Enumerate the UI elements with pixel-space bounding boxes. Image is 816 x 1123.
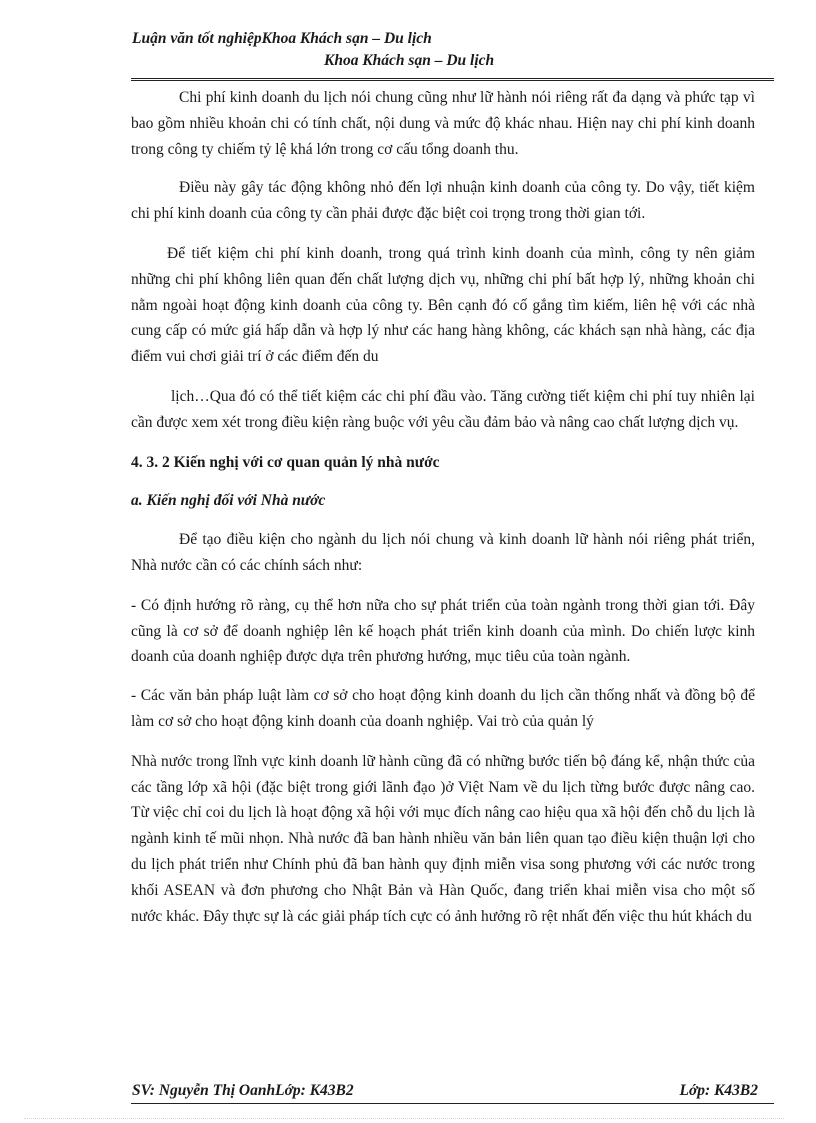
footer-student: SV: Nguyễn Thị OanhLớp: K43B2 — [132, 1082, 354, 1099]
footer-class: Lớp: K43B2 — [679, 1082, 758, 1099]
document-body — [131, 82, 755, 929]
header-title-line2: Khoa Khách sạn – Du lịch — [324, 52, 495, 69]
subsection-heading: a. Kiến nghị đối với Nhà nước — [131, 492, 326, 510]
paragraph-cost-saving-importance: Điều này gây tác động không nhỏ đến lợi nhuận kinh doanh của công ty. Do vậy, tiết kiệm chi phí kinh doanh của công ty cần phải được đặc biệt coi trọng trong thời gian tới. — [131, 179, 755, 223]
header-divider — [131, 78, 774, 81]
header-title-line1: Luận văn tốt nghiệpKhoa Khách sạn – Du lịch — [132, 30, 432, 47]
section-heading: 4. 3. 2 Kiến nghị với cơ quan quản lý nhà nước — [131, 453, 440, 471]
paragraph-cost-saving-continued: lịch…Qua đó có thể tiết kiệm các chi phí đầu vào. Tăng cường tiết kiệm chi phí tuy nhiên lại cần được xem xét trong điều kiện ràng buộc với yêu cầu đảm bảo và nâng cao chất lượng dịch vụ. — [131, 387, 755, 431]
paragraph-state-policies-intro: Để tạo điều kiện cho ngành du lịch nói chung và kinh doanh lữ hành nói riêng phát triển, Nhà nước cần có các chính sách như: — [131, 531, 755, 574]
paragraph-business-costs: Chi phí kinh doanh du lịch nói chung cũng như lữ hành nói riêng rất đa dạng và phức tạp vì bao gồm nhiều khoản chi có tính chất, nội dung và mức độ khác nhau. Hiện nay chi phí kinh doanh trong công ty chiếm tỷ lệ khá lớn trong cơ cấu tổng doanh thu. — [131, 89, 755, 158]
list-item-orientation: - Có định hướng rõ ràng, cụ thể hơn nữa cho sự phát triển của toàn ngành trong thời gian tới. Đây cũng là cơ sở để doanh nghiệp lên kế hoạch phát triển kinh doanh của mình. Do chiến lược kinh doanh của doanh nghiệp được dựa trên phương hướng, mục tiêu của toàn ngành. — [131, 596, 755, 666]
paragraph-cost-saving-measures: Để tiết kiệm chi phí kinh doanh, trong quá trình kinh doanh của mình, công ty nên giảm những chi phí không liên quan đến chất lượng dịch vụ, những chi phí bất hợp lý, những khoản chi nằm ngoài hoạt động kinh doanh của công ty. Bên cạnh đó cố gắng tìm kiếm, liên hệ với các nhà cung cấp có mức giá hấp dẫn và hợp lý như các hang hàng không, các khách sạn nhà hàng, các địa điểm vui chơi giải trí ở các điểm đến du — [131, 244, 755, 366]
footer-divider — [131, 1103, 774, 1104]
paragraph-state-role: Nhà nước trong lĩnh vực kinh doanh lữ hành cũng đã có những bước tiến bộ đáng kể, nhận thức của các tầng lớp xã hội (đặc biệt trong giới lãnh đạo )ở Việt Nam về du lịch từng bước được nâng cao. Từ việc chỉ coi du lịch là hoạt động xã hội với mục đích nâng cao hiệu qua xã hội đến chỗ du lịch là ngành kinh tế mũi nhọn. Nhà nước đã ban hành nhiều văn bản liên quan tạo điều kiện thuận lợi cho du lịch phát triển như Chính phủ đã ban hành quy định miễn visa song phương với các nước trong khối ASEAN và đơn phương cho Nhật Bản và Hàn Quốc, đang triển khai miễn visa cho một số nước khác. Đây thực sự là các giải pháp tích cực có ảnh hưởng rõ rệt nhất đến việc thu hút khách du — [131, 752, 755, 925]
list-item-legal-documents: - Các văn bản pháp luật làm cơ sở cho hoạt động kinh doanh du lịch cần thống nhất và đồng bộ để làm cơ sở cho hoạt động kinh doanh của doanh nghiệp. Vai trò của quản lý — [131, 687, 755, 730]
page-edge-marks — [24, 1118, 784, 1119]
page-header — [132, 28, 772, 72]
